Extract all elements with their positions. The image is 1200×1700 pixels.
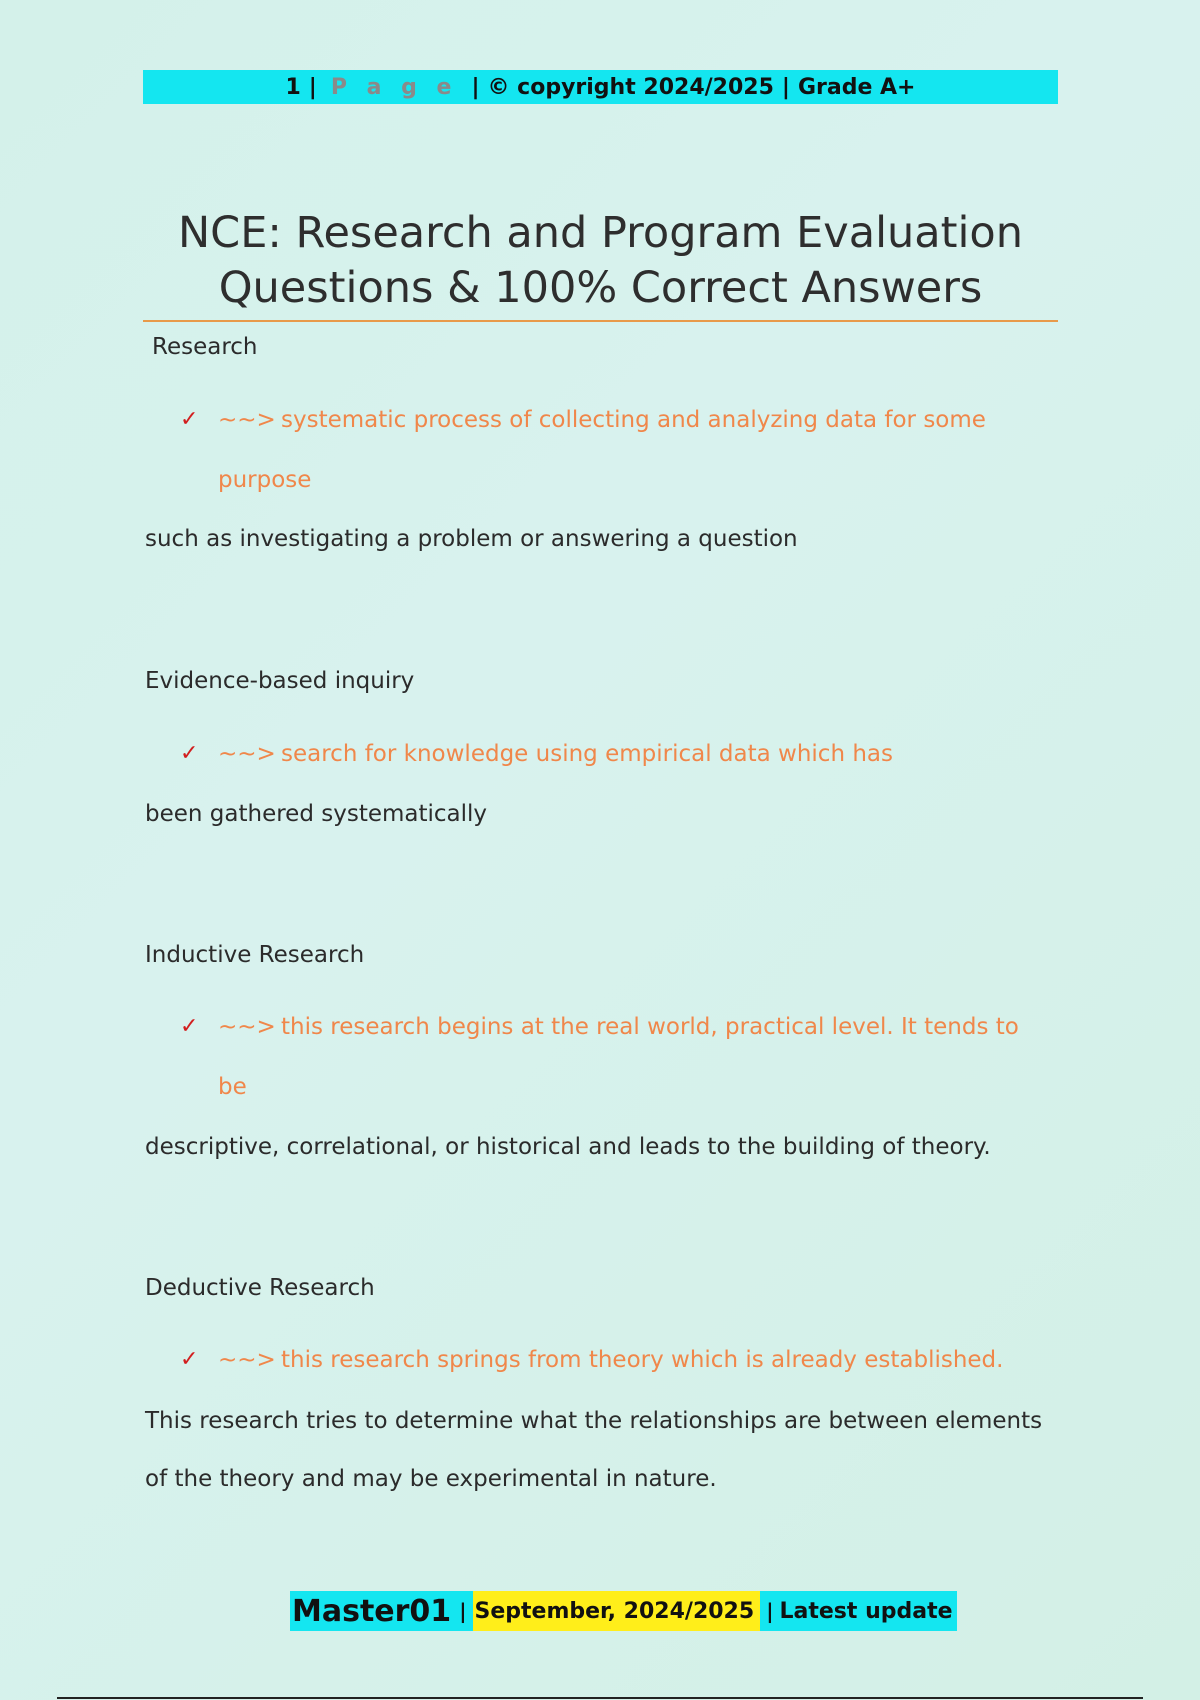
continuation-line: This research tries to determine what the relationships are between elements bbox=[145, 1408, 1043, 1434]
footer-brand: Master01 bbox=[290, 1591, 453, 1631]
answer-evidence-based-inquiry bbox=[180, 724, 1040, 784]
answer-text: systematic process of collecting and analyzing data for some purpose bbox=[218, 407, 986, 493]
arrow-icon: ~~> bbox=[218, 1347, 276, 1373]
title-line-2: Questions & 100% Correct Answers bbox=[218, 263, 983, 313]
continuation-line: of the theory and may be experimental in nature. bbox=[145, 1466, 717, 1492]
footer-date: September, 2024/2025 bbox=[473, 1591, 761, 1631]
answer-text: this research springs from theory which is already established. bbox=[281, 1347, 1004, 1373]
check-icon: ✓ bbox=[180, 1347, 199, 1372]
page-label: P a g e bbox=[330, 74, 458, 100]
arrow-icon: ~~> bbox=[218, 1014, 276, 1040]
continuation-research bbox=[145, 510, 1060, 568]
bottom-divider bbox=[57, 1697, 1143, 1699]
continuation-evidence-based-inquiry bbox=[145, 785, 1060, 843]
answer-research bbox=[180, 390, 1040, 510]
title-divider bbox=[143, 320, 1058, 322]
check-icon: ✓ bbox=[180, 407, 199, 432]
term-evidence-based-inquiry: Evidence-based inquiry bbox=[145, 668, 415, 694]
check-icon: ✓ bbox=[180, 1014, 199, 1039]
continuation-line: descriptive, correlational, or historical and leads to the building of theory. bbox=[145, 1134, 991, 1160]
footer-latest-update: Latest update bbox=[780, 1591, 957, 1631]
arrow-icon: ~~> bbox=[218, 407, 276, 433]
term-deductive-research: Deductive Research bbox=[145, 1275, 375, 1301]
answer-deductive-research bbox=[180, 1330, 1040, 1390]
continuation-inductive-research bbox=[145, 1118, 1060, 1176]
continuation-line: such as investigating a problem or answering a question bbox=[145, 526, 798, 552]
answer-inductive-research bbox=[180, 997, 1040, 1117]
continuation-deductive-research bbox=[145, 1392, 1060, 1508]
page-footer: Master01 | September, 2024/2025 | Latest update bbox=[290, 1591, 957, 1631]
page-number: 1 bbox=[285, 74, 301, 100]
arrow-icon: ~~> bbox=[218, 741, 276, 767]
title-line-1: NCE: Research and Program Evaluation bbox=[178, 208, 1023, 258]
page-header-bar: 1 | P a g e | © copyright 2024/2025 | Grade A+ bbox=[143, 70, 1058, 104]
answer-text: this research begins at the real world, practical level. It tends to be bbox=[218, 1014, 1019, 1100]
document-title bbox=[143, 206, 1058, 316]
term-inductive-research: Inductive Research bbox=[145, 942, 365, 968]
term-research: Research bbox=[152, 334, 258, 360]
grade-text: Grade A+ bbox=[797, 74, 916, 100]
copyright-text: © copyright 2024/2025 bbox=[487, 74, 774, 100]
answer-text: search for knowledge using empirical data which has bbox=[281, 741, 893, 767]
check-icon: ✓ bbox=[180, 741, 199, 766]
continuation-line: been gathered systematically bbox=[145, 801, 488, 827]
